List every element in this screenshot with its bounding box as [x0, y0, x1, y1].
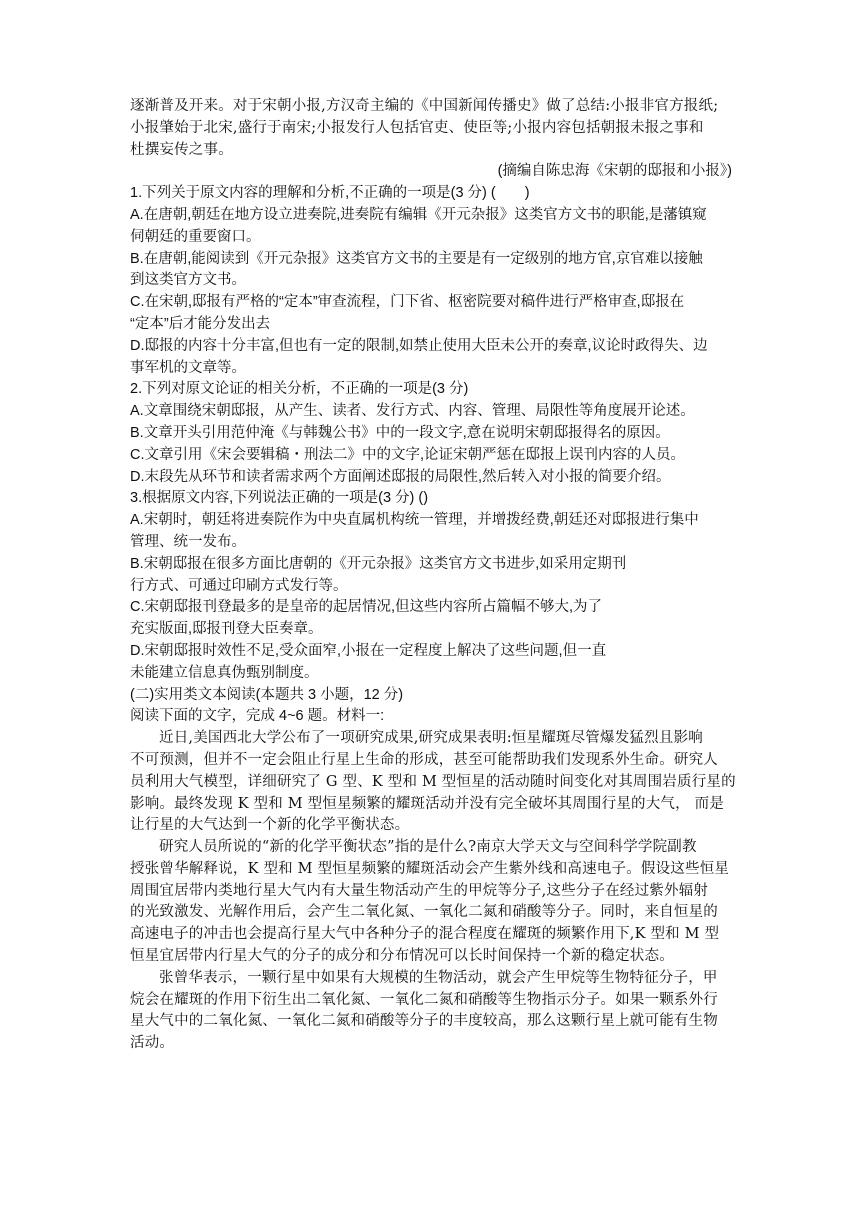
option-c: C.文章引用《宋会要辑稿・刑法二》中的文字,论证宋朝严惩在邸报上误刊内容的人员。 — [130, 446, 686, 463]
text-line: 小报肇始于北宋,盛行于南宋;小报发行人包括官吏、使臣等;小报内容包括朝报未报之事和 — [130, 119, 704, 136]
text-line: 烷会在耀斑的作用下衍生出二氧化氮、一氧化二氮和硝酸等生物指示分子。如果一颗系外行 — [130, 991, 718, 1008]
text-line: 恒星宜居带内行星大气的分子的成分和分布情况可以长时间保持一个新的稳定状态。 — [130, 948, 674, 965]
option-b: B.宋朝邸报在很多方面比唐朝的《开元杂报》这类官方文书进步,如采用定期刊 — [130, 555, 627, 572]
passage-one-ending — [130, 96, 736, 161]
question-stem: 2.下列对原文论证的相关分析，不正确的一项是(3 分) — [130, 381, 469, 398]
text-line: 员利用大气模型，详细研究了 G 型、K 型和 M 型恒星的活动随时间变化对其周围岩质行星的 — [130, 773, 736, 790]
text-line: 星大气中的二氧化氮、一氧化二氮和硝酸等分子的丰度较高，那么这颗行星上就可能有生物 — [130, 1013, 718, 1030]
option-d: D.邸报的内容十分丰富,但也有一定的限制,如禁止使用大臣未公开的奏章,议论时政得失、边 — [130, 337, 708, 354]
material-one — [130, 728, 736, 1055]
option-a-cont: 伺朝廷的重要窗口。 — [130, 228, 261, 245]
paragraph — [130, 728, 736, 837]
section-2-header — [130, 685, 736, 729]
option-a: A.文章围绕宋朝邸报，从产生、读者、发行方式、内容、管理、局限性等角度展开论述。 — [130, 403, 695, 420]
paragraph — [130, 837, 736, 968]
option-c-cont: “定本”后才能分发出去 — [130, 315, 271, 332]
option-d: D.宋朝邸报时效性不足,受众面窄,小报在一定程度上解决了这些问题,但一直 — [130, 642, 607, 659]
text-line: 活动。 — [130, 1035, 175, 1052]
paragraph — [130, 968, 736, 1055]
section-instruction: 阅读下面的文字，完成 4~6 题。材料一: — [130, 708, 385, 725]
question-stem: 3.根据原文内容,下列说法正确的一项是(3 分) () — [130, 490, 429, 507]
option-d-cont: 事军机的文章等。 — [130, 359, 246, 376]
text-line: 张曾华表示，一颗行星中如果有大规模的生物活动，就会产生甲烷等生物特征分子，甲 — [159, 969, 718, 986]
document-page — [130, 96, 736, 1055]
option-a: A.宋朝时，朝廷将进奏院作为中央直属机构统一管理，并增拨经费,朝廷还对邸报进行集中 — [130, 512, 699, 529]
option-b: B.在唐朝,能阅读到《开元杂报》这类官方文书的主要是有一定级别的地方官,京官难以接触 — [130, 250, 703, 267]
text-line: 近日,美国西北大学公布了一项研究成果,研究成果表明:恒星耀斑尽管爆发猛烈且影响 — [159, 730, 703, 747]
text-line: 逐渐普及开来。对于宋朝小报,方汉奇主编的《中国新闻传播史》做了总结:小报非官方报纸; — [130, 98, 719, 114]
text-line: 周围宜居带内类地行星大气内有大量生物活动产生的甲烷等分子,这些分子在经过紫外辐射 — [130, 882, 709, 899]
source-citation: (摘编自陈忠海《宋朝的邸报和小报》) — [497, 163, 732, 180]
option-b: B.文章开头引用范仲淹《与韩魏公书》中的一段文字,意在说明宋朝邸报得名的原因。 — [130, 424, 670, 441]
option-c: C.在宋朝,邸报有严格的“定本”审查流程，门下省、枢密院要对稿件进行严格审查,邸报在 — [130, 294, 685, 311]
option-b-cont: 到这类官方文书。 — [130, 272, 246, 289]
text-line: 研究人员所说的“新的化学平衡状态”指的是什么?南京大学天文与空间科学学院副教 — [159, 839, 697, 856]
question-2 — [130, 379, 736, 488]
text-line: 的光致激发、光解作用后，会产生二氧化氮、一氧化二氮和硝酸等分子。同时，来自恒星的 — [130, 904, 718, 921]
text-line: 授张曾华解释说，K 型和 M 型恒星频繁的耀斑活动会产生紫外线和高速电子。假设这些恒星 — [130, 860, 730, 877]
question-1 — [130, 183, 736, 379]
text-line: 不可预测，但并不一定会阻止行星上生命的形成，甚至可能帮助我们发现系外生命。研究人 — [130, 751, 718, 768]
text-line: 高速电子的冲击也会提高行星大气中各种分子的混合程度在耀斑的频繁作用下,K 型和 M 型 — [130, 926, 720, 943]
text-line: 杜撰妄传之事。 — [130, 141, 233, 158]
option-d-cont: 未能建立信息真伪甄别制度。 — [130, 664, 319, 681]
option-c: C.宋朝邸报刊登最多的是皇帝的起居情况,但这些内容所占篇幅不够大,为了 — [130, 599, 603, 616]
section-title: (二)实用类文本阅读(本题共 3 小题，12 分) — [130, 686, 404, 703]
text-line: 让行星的大气达到一个新的化学平衡状态。 — [130, 817, 410, 834]
question-stem: 1.下列关于原文内容的理解和分析,不正确的一项是(3 分) ( ) — [130, 185, 530, 202]
option-a-cont: 管理、统一发布。 — [130, 533, 246, 550]
text-line: 影响。最终发现 K 型和 M 型恒星频繁的耀斑活动并没有完全破坏其周围行星的大气， 而是 — [130, 795, 725, 812]
option-a: A.在唐朝,朝廷在地方设立进奏院,进奏院有编辑《开元杂报》这类官方文书的职能,是藩镇窥 — [130, 206, 707, 223]
question-3 — [130, 488, 736, 684]
option-d: D.末段先从环节和读者需求两个方面阐述邸报的局限性,然后转入对小报的简要介绍。 — [130, 468, 671, 485]
option-b-cont: 行方式、可通过印刷方式发行等。 — [130, 577, 348, 594]
option-c-cont: 充实版面,邸报刊登大臣奏章。 — [130, 621, 323, 638]
